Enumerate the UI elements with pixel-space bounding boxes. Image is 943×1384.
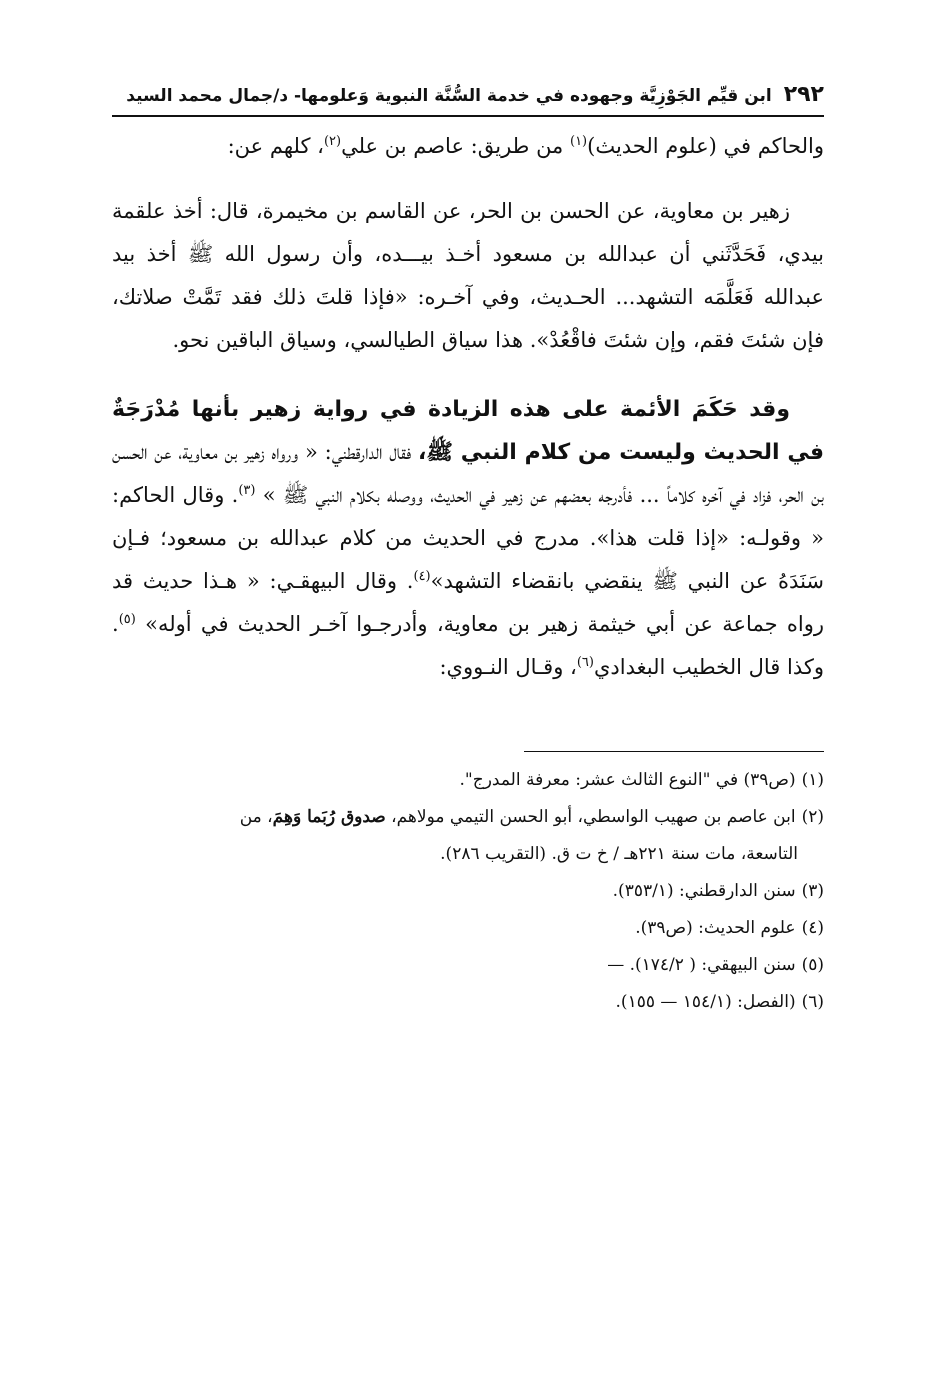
footnote-2-grading: صدوق رُبَما وَهِمَ [272, 807, 386, 827]
footnote-3 [112, 873, 824, 910]
paragraph-intro-text-b: من طريق: عاصم بن علي [341, 134, 570, 158]
footnote-2-text-b: ، من [239, 807, 273, 827]
paragraph-ruling-text-b: . وقال الحاكم: « وقولـه: «إذا قلت هذا». مدرج في الحديث من كلام عبدالله بن مسعود؛ فـإن سَنَدَهُ عن النبي ﷺ ينقضي بانقضاء التشهد» [112, 483, 825, 593]
footnote-1 [112, 762, 824, 799]
footnote-4-number: (٤) [801, 918, 824, 938]
footnote-2-text-a: ابن عاصم بن صهيب الواسطي، أبو الحسن التيمي مولاهم، [385, 807, 796, 827]
footnote-ref-5[interactable]: (٥) [118, 612, 136, 627]
footnote-5-text: سنن البيهقي: ( ١٧٤/٢). — [607, 955, 796, 975]
footnote-ref-3[interactable]: (٣) [238, 483, 256, 498]
bold-ruling-heading: وقد حَكَمَ الأئمة على هذه الزيادة في رواية زهير بأنها مُدْرَجَةٌ في الحديث وليست من كلام النبي ﷺ، [112, 397, 824, 465]
paragraph-idraj-ruling [112, 388, 824, 689]
footnote-4 [112, 910, 824, 947]
footnote-3-number: (٣) [801, 881, 824, 901]
footnote-separator [524, 751, 824, 752]
running-header-title: ابن قيِّم الجَوْزِيَّة وجهوده في خدمة السُّنَّة النبوية وَعلومها- د/جمال محمد السيد [126, 86, 772, 106]
paragraph-ruling-text-a: فقال الدارقطني: « ورواه زهير بن معاوية، عن الحسن بن الحر، فزاد في آخره كلاماً ... فأدرجه بعضهم عن زهير في الحديث، ووصله بكلام النبي ﷺ » [112, 440, 824, 507]
page-number: ٢٩٢ [783, 82, 824, 107]
footnote-6 [112, 984, 824, 1021]
footnote-2 [112, 799, 824, 836]
header-rule [112, 115, 824, 117]
footnote-2-continuation: التاسعة، مات سنة ٢٢١هـ / خ ت ق. (التقريب ٢٨٦). [440, 844, 798, 864]
footnote-5 [112, 947, 824, 984]
paragraph-intro [112, 125, 824, 168]
footnote-1-number: (١) [801, 770, 824, 790]
paragraph-ruling-text-e: ، وقـال النـووي: [439, 655, 577, 679]
footnote-1-text: (ص٣٩) في "النوع الثالث عشر: معرفة المدرج". [459, 770, 796, 790]
footnote-4-text: علوم الحديث: (ص٣٩). [635, 918, 796, 938]
paragraph-intro-text-c: ، كلهم عن: [227, 134, 324, 158]
paragraph-intro-text-a: والحاكم في (علوم الحديث) [587, 134, 824, 158]
footnote-ref-2[interactable]: (٢) [323, 134, 342, 149]
running-header [112, 80, 824, 111]
footnote-6-text: (الفصل: (١٥٤/١ — ١٥٥). [615, 992, 796, 1012]
footnotes [112, 762, 824, 1021]
footnote-ref-6[interactable]: (٦) [576, 655, 594, 670]
footnote-ref-1[interactable]: (١) [569, 134, 588, 149]
footnote-5-number: (٥) [801, 955, 824, 975]
paragraph-hadith-text: زهير بن معاوية، عن الحسن بن الحر، عن القاسم بن مخيمرة، قال: أخذ علقمة بيدي، فَحَدَّثَني أن عبدالله بن مسعود أخـذ بيـــده، وأن رسول الله ﷺ أخذ بيد عبدالله فَعَلَّمَه التشهد... الحـديث، وفي آخـره: «فإذا قلتَ ذلك فقد تَمَّتْ صلاتك، فإن شئتَ فقم، وإن شئتَ فاقْعُدْ». هذا سياق الطيالسي، وسياق الباقين نحو. [112, 199, 824, 352]
paragraph-ruling-text-c: . وقال البيهقـي: « هـذا حديث قد رواه جماعة عن أبي خيثمة زهير بن معاوية، وأدرجـوا آخـر الحديث في أوله» [112, 569, 824, 636]
book-page [112, 80, 824, 1280]
footnote-3-text: سنن الدارقطني: (٣٥٣/١). [612, 881, 796, 901]
paragraph-ruling-text-d: . وكذا قال الخطيب البغدادي [112, 612, 824, 679]
footnote-2-number: (٢) [801, 807, 824, 827]
footnote-6-number: (٦) [801, 992, 824, 1012]
footnote-ref-4[interactable]: (٤) [413, 569, 431, 584]
